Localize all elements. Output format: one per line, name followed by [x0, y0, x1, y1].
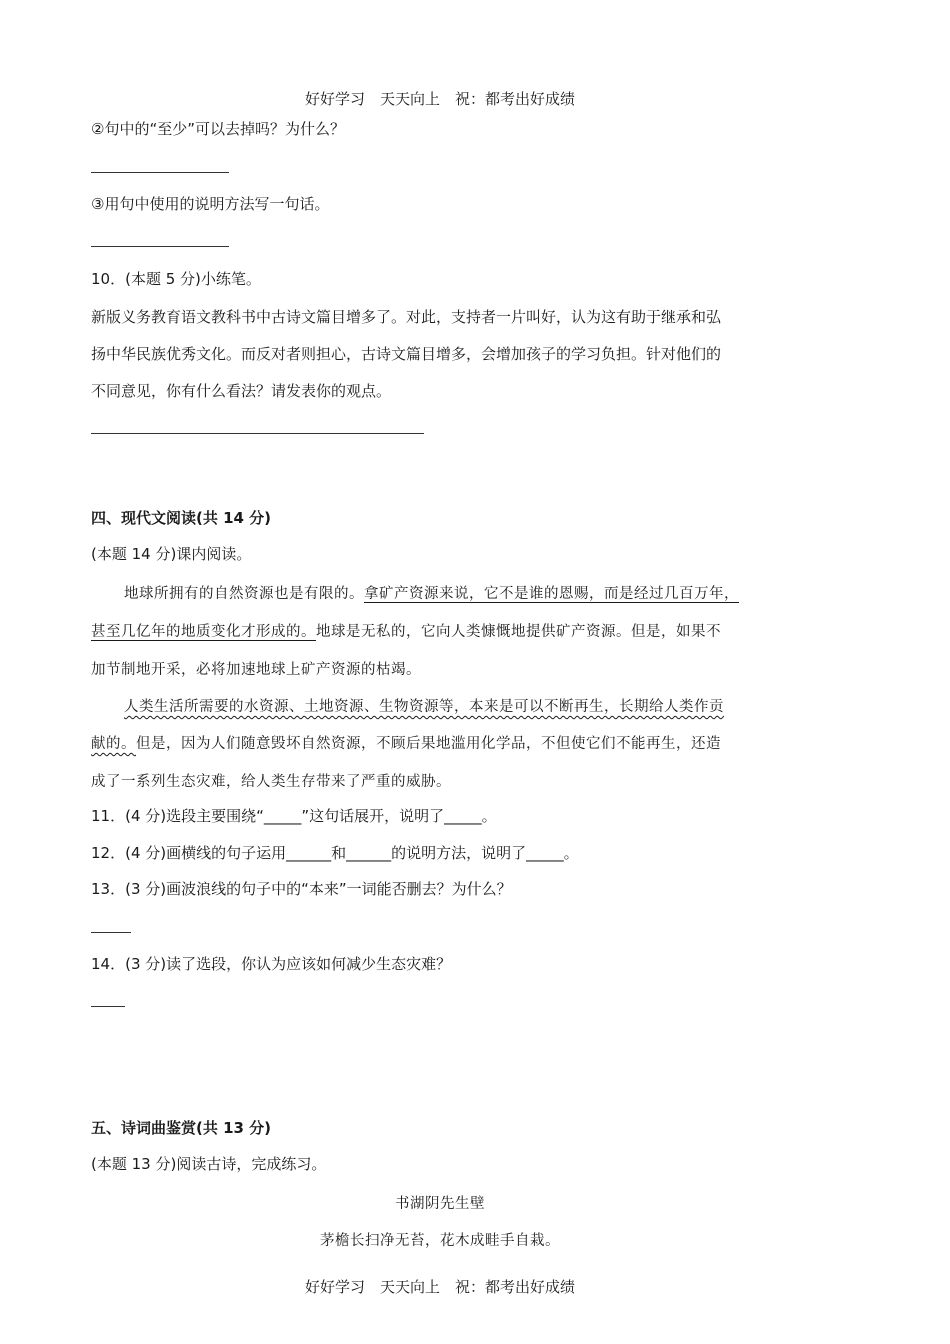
page-footer: 好好学习 天天向上 祝：都考出好成绩: [304, 1278, 575, 1296]
section-5-intro: (本题 13 分)阅读古诗，完成练习。: [91, 1155, 327, 1173]
question-14: 14．(3 分)读了选段，你认为应该如何减少生态灾难？: [91, 955, 452, 973]
passage-line: [91, 732, 721, 753]
question-13: 13．(3 分)画波浪线的句子中的“本来”一词能否删去？为什么？: [91, 880, 512, 898]
answer-line: [91, 246, 229, 247]
underlined-sentence: 甚至几亿年的地质变化才形成的。: [91, 624, 316, 640]
question-12: 12．(4 分)画横线的句子运用______和______的说明方法，说明了_____。: [91, 844, 579, 862]
poem-title: 书湖阴先生壁: [395, 1196, 485, 1212]
answer-line: [91, 433, 424, 434]
wavy-underlined-sentence: 人类生活所需要的水资源、土地资源、生物资源等，本来是可以不断再生，长期给人类作贡: [124, 699, 724, 715]
passage-line: 成了一系列生态灾难，给人类生存带来了严重的威胁。: [91, 774, 451, 790]
passage-line: 加节制地开采，必将加速地球上矿产资源的枯竭。: [91, 662, 421, 678]
section-4-intro: (本题 14 分)课内阅读。: [91, 545, 252, 563]
question-9-part-2: ②句中的“至少”可以去掉吗？为什么？: [91, 120, 345, 138]
section-4-heading: 四、现代文阅读(共 14 分): [91, 509, 272, 527]
question-10-text-line: 扬中华民族优秀文化。而反对者则担心，古诗文篇目增多，会增加孩子的学习负担。针对他们的: [91, 345, 722, 363]
question-10-text-line: 不同意见，你有什么看法？请发表你的观点。: [91, 382, 392, 400]
question-10-title: 10．(本题 5 分)小练笔。: [91, 270, 261, 288]
answer-line: [91, 932, 131, 933]
passage-line: [91, 620, 721, 641]
passage-text: 地球是无私的，它向人类慷慨地提供矿产资源。但是，如果不: [316, 624, 721, 640]
page-header: 好好学习 天天向上 祝：都考出好成绩: [304, 90, 575, 108]
underlined-sentence: 拿矿产资源来说，它不是谁的恩赐，而是经过几百万年，: [364, 586, 739, 602]
question-11: 11．(4 分)选段主要围绕“_____”这句话展开，说明了_____。: [91, 807, 497, 825]
poem-line: 茅檐长扫净无苔，花木成畦手自栽。: [320, 1233, 560, 1249]
wavy-underlined-sentence: 献的。: [91, 736, 136, 752]
passage-text: 地球所拥有的自然资源也是有限的。: [124, 586, 364, 602]
section-5-heading: 五、诗词曲鉴赏(共 13 分): [91, 1119, 272, 1137]
question-9-part-3: ③用句中使用的说明方法写一句话。: [91, 195, 330, 213]
answer-line: [91, 172, 229, 173]
passage-line: [124, 582, 739, 603]
question-10-text-line: 新版义务教育语文教科书中古诗文篇目增多了。对此，支持者一片叫好，认为这有助于继承和弘: [91, 308, 722, 326]
passage-line: [124, 695, 724, 716]
answer-line: [91, 1006, 125, 1007]
passage-text: 但是，因为人们随意毁坏自然资源，不顾后果地滥用化学品，不但使它们不能再生，还造: [136, 736, 721, 752]
